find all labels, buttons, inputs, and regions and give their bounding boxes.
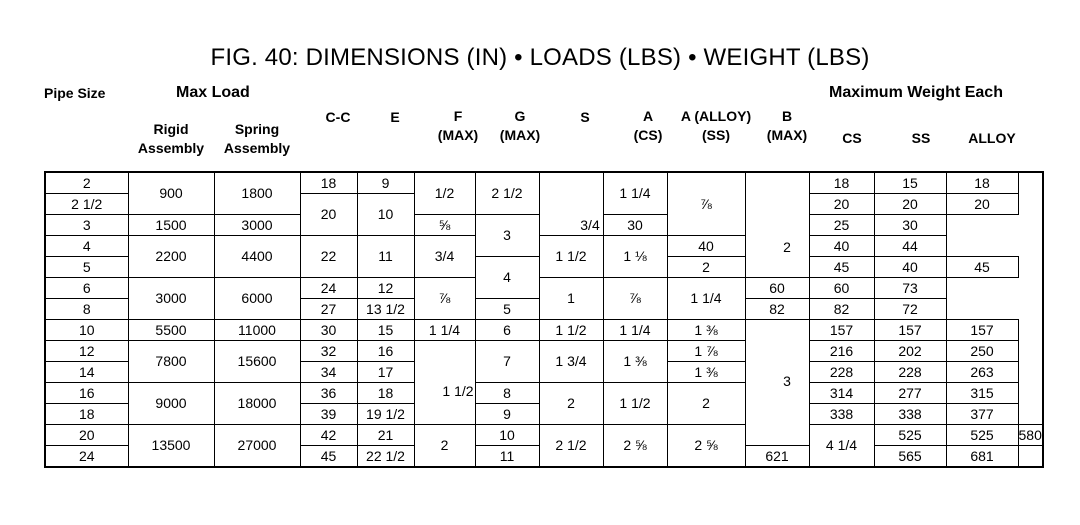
table-row [45, 320, 1043, 341]
table-row [45, 278, 1043, 299]
table-cell: 10 [45, 320, 128, 341]
table-cell: 4 [45, 236, 128, 257]
table-cell: 27 [300, 299, 357, 320]
header-b-line2: (MAX) [766, 127, 808, 143]
table-cell: 40 [809, 236, 874, 257]
table-cell: 19 1/2 [357, 404, 414, 425]
table-cell: 60 [745, 278, 809, 299]
table-cell: 1 1/2 [539, 236, 603, 278]
table-cell: 20 [300, 194, 357, 236]
table-cell: 1 ⅜ [667, 362, 745, 383]
table-cell: 22 [300, 236, 357, 278]
table-cell: 580 [1018, 425, 1043, 446]
table-cell: 45 [300, 446, 357, 468]
table-cell: 13 1/2 [357, 299, 414, 320]
header-alloy: ALLOY [968, 130, 1016, 146]
table-cell: 314 [809, 383, 874, 404]
table-cell: 8 [45, 299, 128, 320]
table-cell: 27000 [214, 425, 300, 468]
table-cell: ⅝ [414, 215, 475, 236]
table-cell: 3/4 [414, 236, 475, 278]
table-cell: 1 [539, 278, 603, 320]
table-cell: 1500 [128, 215, 214, 236]
table-cell: 1800 [214, 172, 300, 215]
cell-b-rows-10to18: 3 [783, 373, 791, 389]
table-row [45, 172, 1043, 194]
header-b-max [756, 107, 818, 145]
table-cell: 18000 [214, 383, 300, 425]
table-cell: 82 [745, 299, 809, 320]
table-cell: 157 [874, 320, 946, 341]
table-cell: 40 [667, 236, 745, 257]
header-cc: C-C [325, 109, 351, 125]
header-g-max [488, 107, 552, 145]
table-row [45, 425, 1043, 446]
table-cell: 6000 [214, 278, 300, 320]
table-cell: 30 [300, 320, 357, 341]
table-cell: 3 [475, 215, 539, 257]
table-cell: 157 [946, 320, 1018, 341]
table-cell: 565 [874, 446, 946, 468]
table-cell: 14 [45, 362, 128, 383]
table-cell: 2 ⅝ [603, 425, 667, 468]
header-a-alloy-line1: A (ALLOY) [680, 108, 752, 124]
header-s: S [580, 109, 590, 125]
table-cell: 18 [300, 172, 357, 194]
table-cell: ⅞ [667, 172, 745, 236]
table-cell: 44 [874, 236, 946, 257]
table-cell: 12 [45, 341, 128, 362]
table-cell: 18 [357, 383, 414, 404]
table-cell: 12 [357, 278, 414, 299]
table-cell: 30 [603, 215, 667, 236]
table-cell: 1 1/4 [414, 320, 475, 341]
table-cell: 263 [946, 362, 1018, 383]
table-cell: 5 [475, 299, 539, 320]
table-cell: 2 [667, 383, 745, 425]
header-cs: CS [842, 130, 862, 146]
table-cell: 1 1/4 [667, 278, 745, 320]
header-f-line1: F [453, 108, 463, 124]
header-spring-line1: Spring [234, 121, 280, 137]
table-cell: 3000 [214, 215, 300, 236]
table-cell: 6 [475, 320, 539, 341]
table-cell: 39 [300, 404, 357, 425]
table-cell: 18 [946, 172, 1018, 194]
header-b-line1: B [781, 108, 793, 124]
table-cell: 72 [874, 299, 946, 320]
header-a-alloy [676, 107, 756, 145]
header-max-load: Max Load [176, 84, 250, 101]
table-cell: 6 [45, 278, 128, 299]
header-ss: SS [911, 130, 931, 146]
table-cell: 40 [874, 257, 946, 278]
header-a-alloy-line2: (SS) [702, 127, 730, 143]
table-cell: 900 [128, 172, 214, 215]
table-cell: 2 [667, 257, 745, 278]
table-cell: 20 [45, 425, 128, 446]
table-cell: 338 [874, 404, 946, 425]
header-spring-line2: Assembly [223, 140, 291, 156]
table-cell: 2 1/2 [45, 194, 128, 215]
table-cell: 4 1/4 [809, 425, 874, 468]
table-cell: 216 [809, 341, 874, 362]
table-cell: 17 [357, 362, 414, 383]
table-cell: 13500 [128, 425, 214, 468]
table-cell: 377 [946, 404, 1018, 425]
header-f-line2: (MAX) [437, 127, 479, 143]
header-spring-assembly [214, 120, 300, 158]
table-cell: 24 [300, 278, 357, 299]
table-cell: 11 [475, 446, 539, 468]
table-cell: 21 [357, 425, 414, 446]
table-cell: 9000 [128, 383, 214, 425]
table-cell: 3000 [128, 278, 214, 320]
table-cell: 1 1/2 [603, 383, 667, 425]
table-cell: 1 1/2 [539, 320, 603, 341]
table-cell: 2 ⅝ [667, 425, 745, 468]
figure-title: FIG. 40: DIMENSIONS (IN) • LOADS (LBS) • WEIGHT (LBS) [210, 44, 870, 71]
table-cell: 45 [809, 257, 874, 278]
table-cell: 10 [475, 425, 539, 446]
table-cell: 15 [874, 172, 946, 194]
header-pipe-size: Pipe Size [44, 85, 106, 101]
table-cell: 202 [874, 341, 946, 362]
table-cell: 1 1/4 [603, 172, 667, 215]
table-cell: 9 [357, 172, 414, 194]
table-cell: 18 [809, 172, 874, 194]
table-cell: 1/2 [414, 172, 475, 215]
table-cell: 525 [946, 425, 1018, 446]
table-cell: 228 [874, 362, 946, 383]
table-cell: 30 [874, 215, 946, 236]
table-cell: 2200 [128, 236, 214, 278]
table-cell: 338 [809, 404, 874, 425]
table-cell: 7800 [128, 341, 214, 383]
header-rigid-line2: Assembly [137, 140, 205, 156]
table-cell: 15600 [214, 341, 300, 383]
table-cell: 1 3/4 [539, 341, 603, 383]
table-cell: 42 [300, 425, 357, 446]
table-cell: 20 [946, 194, 1018, 215]
header-g-line2: (MAX) [499, 127, 541, 143]
table-cell: 16 [357, 341, 414, 362]
table-cell: 36 [300, 383, 357, 404]
table-cell: 1 1/4 [603, 320, 667, 341]
table-cell: 2 [539, 383, 603, 425]
table-cell: 32 [300, 341, 357, 362]
header-maximum-weight-each: Maximum Weight Each [829, 84, 1003, 101]
table-cell: 2 1/2 [475, 172, 539, 215]
table-cell: 25 [809, 215, 874, 236]
table-cell: 2 [414, 425, 475, 468]
table-cell: 11 [357, 236, 414, 278]
table-cell: 34 [300, 362, 357, 383]
table-cell: ⅞ [414, 278, 475, 320]
header-a-cs-line1: A [642, 108, 654, 124]
table-cell: 18 [45, 404, 128, 425]
table-cell: 5500 [128, 320, 214, 341]
table-cell: 1 ⅞ [667, 341, 745, 362]
table-row [45, 236, 1043, 257]
header-e: E [390, 109, 400, 125]
header-g-line1: G [514, 108, 526, 124]
table-cell: 2 [45, 172, 128, 194]
table-body [45, 172, 1043, 467]
table-cell: 20 [809, 194, 874, 215]
table-cell: 315 [946, 383, 1018, 404]
table-cell: 60 [809, 278, 874, 299]
table-cell: 250 [946, 341, 1018, 362]
table-cell: 157 [809, 320, 874, 341]
table-cell: 228 [809, 362, 874, 383]
table-cell: 20 [874, 194, 946, 215]
table-cell: 4400 [214, 236, 300, 278]
table-cell: 2 1/2 [539, 425, 603, 468]
header-f-max [428, 107, 488, 145]
table-cell: 15 [357, 320, 414, 341]
header-rigid-line1: Rigid [153, 121, 189, 137]
header-rigid-assembly [128, 120, 214, 158]
table-cell: 681 [946, 446, 1018, 468]
table-cell: 277 [874, 383, 946, 404]
table-cell: 1 ⅛ [603, 236, 667, 278]
table-cell: 3 [45, 215, 128, 236]
cell-s-rows-2to5: 3/4 [580, 217, 600, 233]
cell-f-rows-12to16: 1 1/2 [442, 383, 474, 399]
table-row [45, 341, 1043, 362]
table-cell: 1 ⅜ [667, 320, 745, 341]
header-a-cs-line2: (CS) [633, 127, 663, 143]
header-a-cs [618, 107, 678, 145]
table-cell: 24 [45, 446, 128, 468]
table-cell [745, 172, 809, 278]
table-cell: 7 [475, 341, 539, 383]
table-cell: 11000 [214, 320, 300, 341]
table-cell: 73 [874, 278, 946, 299]
table-cell: 5 [45, 257, 128, 278]
table-cell: 22 1/2 [357, 446, 414, 468]
table-cell: 4 [475, 257, 539, 299]
table-cell: 1 ⅜ [603, 341, 667, 383]
table-cell: 16 [45, 383, 128, 404]
table-row [45, 383, 1043, 404]
table-cell: 45 [946, 257, 1018, 278]
table-cell: ⅞ [603, 278, 667, 320]
table-cell: 621 [745, 446, 809, 468]
dimensions-table [44, 171, 1044, 468]
table-cell: 9 [475, 404, 539, 425]
table-cell: 8 [475, 383, 539, 404]
table-cell: 82 [809, 299, 874, 320]
cell-b-rows-2to8: 2 [783, 239, 791, 255]
table-cell: 10 [357, 194, 414, 236]
table-cell: 525 [874, 425, 946, 446]
